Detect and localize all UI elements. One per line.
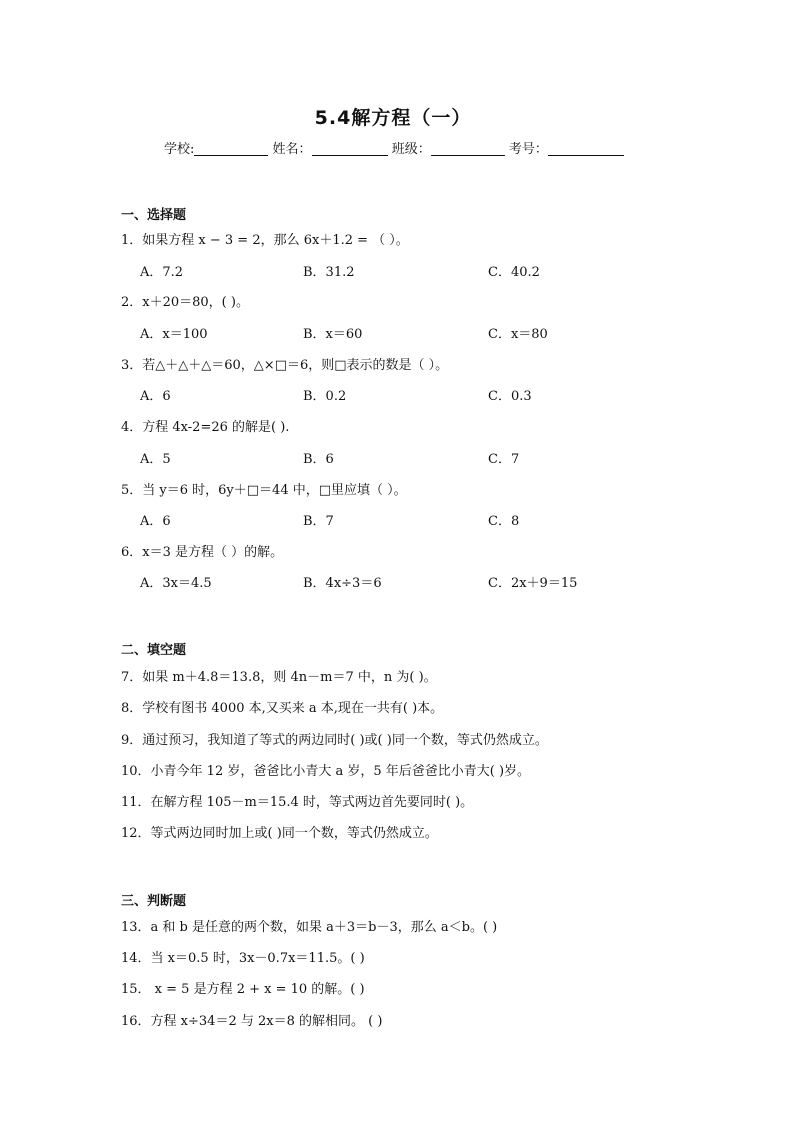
q2-option-a[interactable]: A．x＝100 xyxy=(140,327,208,342)
q4-option-b[interactable]: B．6 xyxy=(303,452,334,467)
exam-number-label: 考号： xyxy=(508,142,548,157)
q3-option-c[interactable]: C．0.3 xyxy=(488,389,532,404)
exam-number-field[interactable] xyxy=(548,141,624,156)
question-4: 4．方程 4x-2=26 的解是( ). xyxy=(121,420,290,435)
section-heading-true-false: 三、判断题 xyxy=(121,894,187,909)
question-10: 10．小青今年 12 岁，爸爸比小青大 a 岁，5 年后爸爸比小青大( )岁。 xyxy=(121,764,531,779)
q6-option-a[interactable]: A．3x＝4.5 xyxy=(140,576,212,591)
question-9: 9．通过预习，我知道了等式的两边同时( )或( )同一个数，等式仍然成立。 xyxy=(121,733,548,748)
question-7: 7．如果 m＋4.8＝13.8，则 4n－m＝7 中，n 为( )。 xyxy=(121,670,437,685)
q5-option-b[interactable]: B．7 xyxy=(303,514,334,529)
q4-option-c[interactable]: C．7 xyxy=(488,452,520,467)
question-16: 16．方程 x÷34＝2 与 2x＝8 的解相同。 ( ) xyxy=(121,1014,383,1029)
q1-option-b[interactable]: B．31.2 xyxy=(303,265,355,280)
question-8: 8．学校有图书 4000 本,又买来 a 本,现在一共有( )本。 xyxy=(121,701,444,716)
section-heading-fill-in: 二、填空题 xyxy=(121,643,187,658)
question-5: 5．当 y＝6 时，6y＋□＝44 中，□里应填（ ）。 xyxy=(121,483,407,498)
q1-option-a[interactable]: A．7.2 xyxy=(140,265,184,280)
class-label: 班级： xyxy=(391,142,431,157)
question-12: 12．等式两边同时加上或( )同一个数，等式仍然成立。 xyxy=(121,826,438,841)
question-11: 11．在解方程 105－m＝15.4 时，等式两边首先要同时( )。 xyxy=(121,795,474,810)
class-field[interactable] xyxy=(431,141,505,156)
question-14: 14．当 x＝0.5 时，3x－0.7x＝11.5。( ) xyxy=(121,951,365,966)
q6-option-b[interactable]: B．4x÷3＝6 xyxy=(303,576,382,591)
question-6: 6．x＝3 是方程（ ）的解。 xyxy=(121,545,284,560)
q2-option-c[interactable]: C．x＝80 xyxy=(488,327,548,342)
page-title: 5.4解方程（一） xyxy=(314,107,472,129)
q6-option-c[interactable]: C．2x＋9＝15 xyxy=(488,576,578,591)
name-label: 姓名： xyxy=(272,142,312,157)
q3-option-a[interactable]: A．6 xyxy=(140,389,171,404)
q5-option-c[interactable]: C．8 xyxy=(488,514,520,529)
student-info-line xyxy=(164,138,624,157)
question-1: 1．如果方程 x − 3 = 2，那么 6x＋1.2 = （ ）。 xyxy=(121,233,409,248)
q1-option-c[interactable]: C．40.2 xyxy=(488,265,540,280)
school-label: 学校: xyxy=(164,142,195,157)
q3-option-b[interactable]: B．0.2 xyxy=(303,389,347,404)
question-15: 15． x = 5 是方程 2 + x = 10 的解。( ) xyxy=(121,982,365,997)
question-13: 13．a 和 b 是任意的两个数，如果 a＋3＝b－3，那么 a＜b。( ) xyxy=(121,920,498,935)
q4-option-a[interactable]: A．5 xyxy=(140,452,171,467)
q5-option-a[interactable]: A．6 xyxy=(140,514,171,529)
question-2: 2．x＋20＝80，( )。 xyxy=(121,295,249,310)
question-3: 3．若△＋△＋△＝60，△×□＝6，则□表示的数是（ ）。 xyxy=(121,358,449,373)
name-field[interactable] xyxy=(312,141,388,156)
q2-option-b[interactable]: B．x＝60 xyxy=(303,327,363,342)
section-heading-choice: 一、选择题 xyxy=(121,208,187,223)
school-field[interactable] xyxy=(194,141,268,156)
